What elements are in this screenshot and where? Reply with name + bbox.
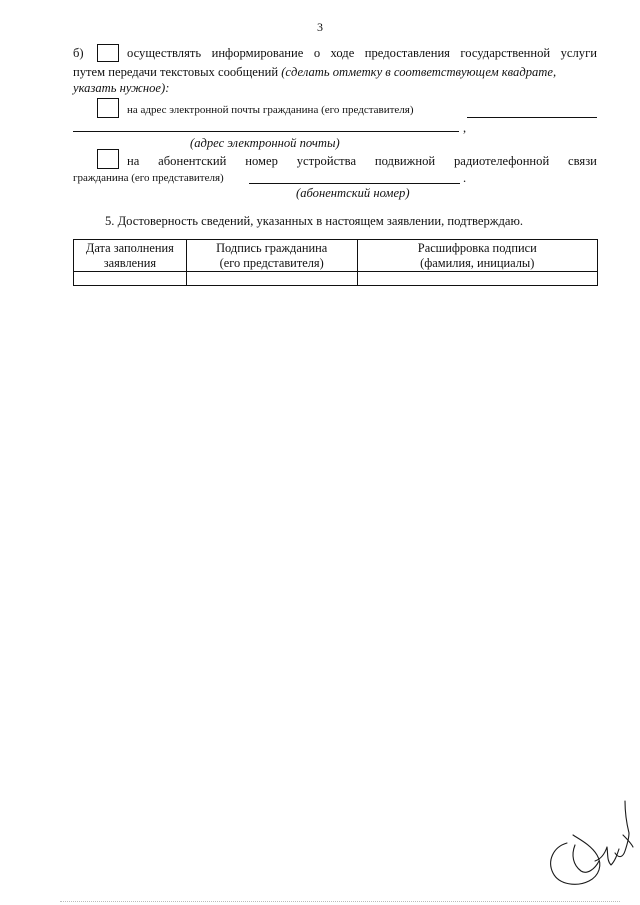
header-line: Подпись гражданина [216,241,328,255]
item-b-line3: указать нужное): [73,81,170,95]
word: связи [568,154,597,168]
checkbox-sms-informing[interactable] [97,44,119,62]
word: на [127,154,140,168]
phone-caption: (абонентский номер) [296,186,410,200]
fill-date-cell[interactable] [74,272,187,286]
word: предоставления [364,46,450,60]
word: абонентский [158,154,227,168]
item-b-label: б) [73,46,84,60]
phone-input-line[interactable] [249,183,460,184]
line2-normal-text: путем передачи текстовых сообщений [73,65,282,79]
signature-cell[interactable] [186,272,357,286]
word: государственной [460,46,551,60]
item-b-line2 [73,64,556,80]
handwritten-signature [545,795,635,890]
decryption-cell[interactable] [357,272,597,286]
header-line: Дата заполнения [85,241,174,255]
header-fill-date [74,240,187,272]
table-header-row [74,240,598,272]
table-row [74,272,598,286]
email-input-line-continued[interactable] [73,131,459,132]
phone-trailing-dot: . [463,171,467,185]
word: устройства [296,154,357,168]
page-bottom-edge [60,901,620,902]
word: информирование [211,46,304,60]
email-input-line[interactable] [467,117,597,118]
checkbox-phone[interactable] [97,149,119,169]
header-signature [186,240,357,272]
phone-option-line1 [127,153,597,169]
line2-italic-text: (сделать отметку в соответствующем квадрате, [281,65,557,79]
header-signature-decryption [357,240,597,272]
signature-table [73,239,598,286]
word: о [313,46,321,60]
item-b-line1 [127,45,597,61]
header-line: (его представителя) [219,255,324,270]
email-caption: (адрес электронной почты) [190,136,340,150]
word: номер [245,154,278,168]
email-trailing-comma: , [463,121,467,135]
section-5-statement: 5. Достоверность сведений, указанных в настоящем заявлении, подтверждаю. [105,214,524,228]
word: осуществлять [127,46,202,60]
checkbox-email[interactable] [97,98,119,118]
email-option-label: на адрес электронной почты гражданина (его представителя) [127,104,414,116]
page-number: 3 [317,20,323,34]
word: подвижной [374,154,436,168]
word: услуги [560,46,597,60]
phone-option-line2: гражданина (его представителя) [73,172,224,184]
header-line: (фамилия, инициалы) [420,255,535,270]
word: ходе [330,46,355,60]
header-line: заявления [103,255,157,270]
word: радиотелефонной [453,154,550,168]
header-line: Расшифровка подписи [417,241,537,255]
